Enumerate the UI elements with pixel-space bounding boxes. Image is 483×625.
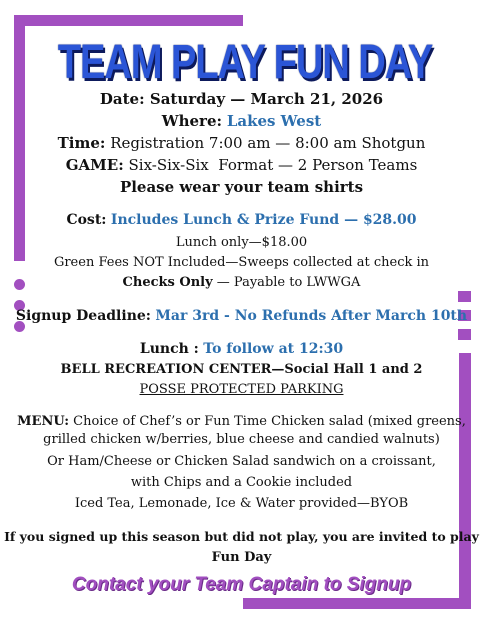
- frame-top-bar: [14, 15, 243, 26]
- venue-line: BELL RECREATION CENTER—Social Hall 1 and 2: [60, 362, 423, 377]
- lunch-value: To follow at 12:30: [203, 341, 344, 357]
- menu-line-5: Iced Tea, Lemonade, Ice & Water provided—BYOB: [74, 496, 409, 511]
- page-title: TEAM PLAY FUN DAY: [57, 36, 433, 90]
- menu-line-3: Or Ham/Cheese or Chicken Salad sandwich on a croissant,: [47, 454, 436, 469]
- deadline-value: Mar 3rd - No Refunds After March 10th: [155, 308, 468, 324]
- lunch-line: [0, 341, 483, 357]
- menu-line-1: [0, 414, 483, 429]
- where-label: Where:: [161, 112, 223, 130]
- lunch-only-line: Lunch only—$18.00: [175, 235, 308, 250]
- frame-bottom-bar: [243, 598, 471, 609]
- menu-label: MENU:: [17, 414, 69, 429]
- where-line: [0, 112, 483, 130]
- game-line: [0, 156, 483, 174]
- menu-text-1: Choice of Chef’s or Fun Time Chicken salad (mixed greens,: [73, 414, 466, 429]
- cost-label: Cost:: [66, 212, 107, 228]
- contact-callout: Contact your Team Captain to Signup: [71, 574, 412, 595]
- menu-line-2: grilled chicken w/berries, blue cheese and candied walnuts): [43, 432, 440, 447]
- checks-line: [0, 275, 483, 290]
- invite-line-2: Fun Day: [211, 550, 272, 565]
- date-value: Saturday — March 21, 2026: [149, 90, 384, 108]
- deadline-line: [0, 308, 483, 324]
- game-value: Six-Six-Six Format — 2 Person Teams: [128, 156, 418, 174]
- cost-line: [0, 212, 483, 228]
- parking-line: POSSE PROTECTED PARKING: [139, 382, 344, 397]
- checks-value: — Payable to LWWGA: [216, 275, 361, 290]
- green-fees-line: Green Fees NOT Included—Sweeps collected at check in: [53, 255, 430, 270]
- time-line: [0, 134, 483, 152]
- time-label: Time:: [57, 134, 106, 152]
- where-value: Lakes West: [226, 112, 322, 130]
- date-line: [0, 90, 483, 108]
- cost-value: Includes Lunch & Prize Fund — $28.00: [110, 212, 417, 228]
- invite-line-1: If you signed up this season but did not play, you are invited to play: [4, 529, 479, 544]
- frame-square: [458, 329, 471, 340]
- shirts-line: Please wear your team shirts: [119, 178, 364, 196]
- menu-line-4: with Chips and a Cookie included: [130, 475, 353, 490]
- date-label: Date:: [99, 90, 145, 108]
- lunch-label: Lunch :: [139, 341, 199, 357]
- time-value: Registration 7:00 am — 8:00 am Shotgun: [110, 134, 426, 152]
- checks-label: Checks Only: [122, 275, 213, 290]
- game-label: GAME:: [65, 156, 124, 174]
- frame-square: [458, 291, 471, 302]
- deadline-label: Signup Deadline:: [15, 308, 151, 324]
